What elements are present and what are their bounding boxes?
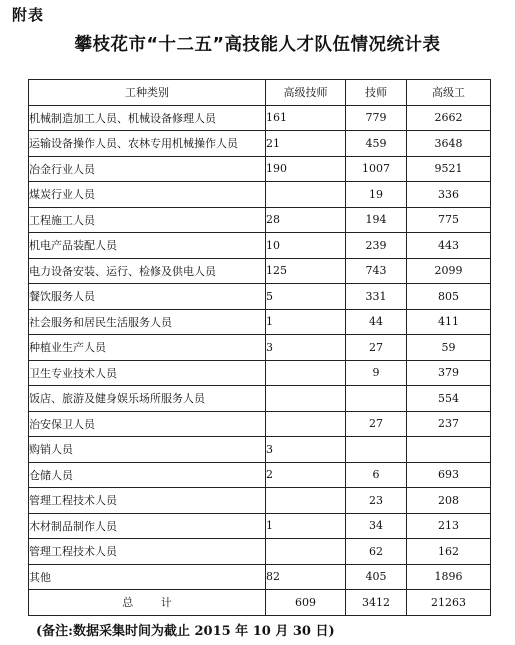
total-senior-technician: 609 <box>266 590 346 616</box>
row-senior-worker: 208 <box>407 488 491 514</box>
row-technician <box>346 437 407 463</box>
table-row <box>29 564 491 590</box>
row-senior-worker: 443 <box>407 233 491 259</box>
table-row <box>29 233 491 259</box>
row-category: 煤炭行业人员 <box>29 182 266 208</box>
total-label: 总 计 <box>29 590 266 616</box>
row-senior-technician: 161 <box>266 105 346 131</box>
table-row <box>29 131 491 157</box>
row-senior-technician <box>266 488 346 514</box>
row-technician <box>346 386 407 412</box>
header-senior-technician: 高级技师 <box>266 80 346 106</box>
row-senior-worker: 2099 <box>407 258 491 284</box>
row-senior-worker: 2662 <box>407 105 491 131</box>
row-technician: 62 <box>346 539 407 565</box>
row-category: 机械制造加工人员、机械设备修理人员 <box>29 105 266 131</box>
row-senior-worker: 693 <box>407 462 491 488</box>
row-technician: 239 <box>346 233 407 259</box>
row-senior-worker: 775 <box>407 207 491 233</box>
page-title: 攀枝花市“十二五”高技能人才队伍情况统计表 <box>74 35 441 55</box>
row-category: 工程施工人员 <box>29 207 266 233</box>
row-senior-worker: 237 <box>407 411 491 437</box>
row-senior-technician <box>266 360 346 386</box>
row-senior-worker: 411 <box>407 309 491 335</box>
row-category: 木材制品制作人员 <box>29 513 266 539</box>
table-row <box>29 156 491 182</box>
row-senior-worker: 379 <box>407 360 491 386</box>
table-header-row <box>29 80 491 106</box>
row-category: 运输设备操作人员、农林专用机械操作人员 <box>29 131 266 157</box>
row-technician: 23 <box>346 488 407 514</box>
row-senior-technician <box>266 539 346 565</box>
row-senior-technician: 3 <box>266 335 346 361</box>
row-category: 仓储人员 <box>29 462 266 488</box>
row-senior-technician: 82 <box>266 564 346 590</box>
row-senior-worker: 554 <box>407 386 491 412</box>
row-technician: 27 <box>346 411 407 437</box>
total-senior-worker: 21263 <box>407 590 491 616</box>
table-row <box>29 411 491 437</box>
table-row <box>29 335 491 361</box>
row-senior-technician: 125 <box>266 258 346 284</box>
row-category: 购销人员 <box>29 437 266 463</box>
row-technician: 19 <box>346 182 407 208</box>
total-technician: 3412 <box>346 590 407 616</box>
row-senior-worker: 1896 <box>407 564 491 590</box>
row-senior-worker: 336 <box>407 182 491 208</box>
row-senior-technician <box>266 411 346 437</box>
statistics-table <box>28 79 491 616</box>
row-senior-worker: 162 <box>407 539 491 565</box>
table-row <box>29 309 491 335</box>
row-technician: 1007 <box>346 156 407 182</box>
row-category: 饭店、旅游及健身娱乐场所服务人员 <box>29 386 266 412</box>
row-senior-worker: 9521 <box>407 156 491 182</box>
row-senior-worker: 213 <box>407 513 491 539</box>
row-senior-technician: 21 <box>266 131 346 157</box>
row-category: 其他 <box>29 564 266 590</box>
row-category: 冶金行业人员 <box>29 156 266 182</box>
table-row <box>29 360 491 386</box>
table-row <box>29 284 491 310</box>
row-technician: 34 <box>346 513 407 539</box>
table-row <box>29 105 491 131</box>
row-category: 电力设备安装、运行、检修及供电人员 <box>29 258 266 284</box>
row-senior-technician: 2 <box>266 462 346 488</box>
row-senior-technician: 10 <box>266 233 346 259</box>
table-row <box>29 386 491 412</box>
row-senior-technician <box>266 386 346 412</box>
row-technician: 459 <box>346 131 407 157</box>
table-row <box>29 488 491 514</box>
header-category: 工种类别 <box>29 80 266 106</box>
row-senior-technician <box>266 182 346 208</box>
table-row <box>29 258 491 284</box>
row-senior-technician: 5 <box>266 284 346 310</box>
row-senior-technician: 1 <box>266 309 346 335</box>
row-category: 种植业生产人员 <box>29 335 266 361</box>
row-senior-worker <box>407 437 491 463</box>
table-row <box>29 182 491 208</box>
total-row <box>29 590 491 616</box>
row-technician: 9 <box>346 360 407 386</box>
row-technician: 743 <box>346 258 407 284</box>
table-row <box>29 437 491 463</box>
table-row <box>29 513 491 539</box>
row-technician: 405 <box>346 564 407 590</box>
row-technician: 194 <box>346 207 407 233</box>
appendix-label: 附表 <box>12 6 45 24</box>
row-category: 餐饮服务人员 <box>29 284 266 310</box>
header-technician: 技师 <box>346 80 407 106</box>
row-senior-technician: 1 <box>266 513 346 539</box>
row-technician: 44 <box>346 309 407 335</box>
row-category: 机电产品装配人员 <box>29 233 266 259</box>
row-technician: 27 <box>346 335 407 361</box>
row-senior-technician: 190 <box>266 156 346 182</box>
row-category: 管理工程技术人员 <box>29 488 266 514</box>
table-body <box>29 105 491 590</box>
row-category: 卫生专业技术人员 <box>29 360 266 386</box>
row-senior-worker: 3648 <box>407 131 491 157</box>
row-category: 管理工程技术人员 <box>29 539 266 565</box>
row-category: 社会服务和居民生活服务人员 <box>29 309 266 335</box>
row-technician: 6 <box>346 462 407 488</box>
row-senior-worker: 805 <box>407 284 491 310</box>
row-category: 治安保卫人员 <box>29 411 266 437</box>
table-row <box>29 462 491 488</box>
row-technician: 331 <box>346 284 407 310</box>
header-senior-worker: 高级工 <box>407 80 491 106</box>
row-senior-technician: 3 <box>266 437 346 463</box>
table-row <box>29 539 491 565</box>
row-technician: 779 <box>346 105 407 131</box>
row-senior-worker: 59 <box>407 335 491 361</box>
footnote: (备注:数据采集时间为截止 2015 年 10 月 30 日) <box>36 624 335 639</box>
table-row <box>29 207 491 233</box>
row-senior-technician: 28 <box>266 207 346 233</box>
